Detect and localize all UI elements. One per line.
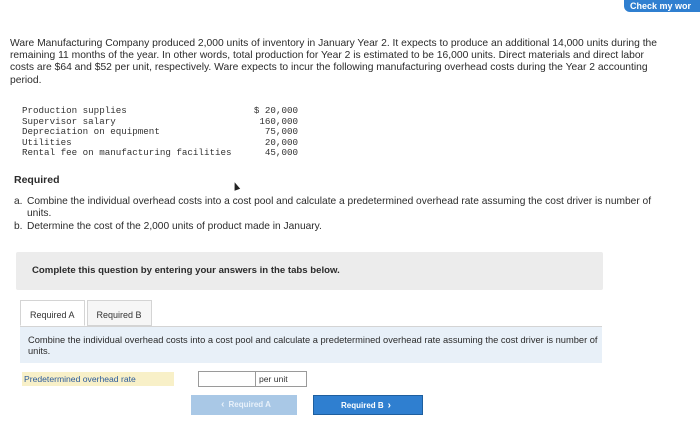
next-required-b-button[interactable] <box>313 395 423 415</box>
problem-intro: Ware Manufacturing Company produced 2,000 units of inventory in January Year 2. It expects to produce an additional 14,000 units during the remaining 11 months of the year. In other words, total production for Year 2 is estimated to be 16,000 units. Direct materials and direct labor costs are $64 and $52 per unit, respectively. Ware expects to incur the following manufacturing overhead costs during the Year 2 accounting period. <box>10 38 658 86</box>
cost-amount: 45,000 <box>264 147 298 159</box>
required-heading: Required <box>14 174 60 186</box>
required-item-letter: b. <box>14 220 23 232</box>
prev-button-label: Required A <box>228 400 271 409</box>
required-item-text: Combine the individual overhead costs into a cost pool and calculate a predetermined overhead rate assuming the cost driver is number of units. <box>27 196 652 219</box>
required-item-text: Determine the cost of the 2,000 units of product made in January. <box>27 220 322 232</box>
tab-required-a[interactable]: Required A <box>20 300 85 326</box>
answer-unit: per unit <box>256 371 307 387</box>
answer-label: Predetermined overhead rate <box>22 372 174 386</box>
check-my-work-button[interactable]: Check my wor <box>624 0 700 12</box>
cost-amount: 20,000 <box>264 136 298 148</box>
cost-amount: $ 20,000 <box>253 105 298 116</box>
banner-text: Complete this question by entering your answers in the tabs below. <box>32 265 340 276</box>
required-item <box>14 196 674 220</box>
cost-label: Rental fee on manufacturing facilities <box>22 147 232 159</box>
tab-instruction: Combine the individual overhead costs into a cost pool and calculate a predetermined overhead rate assuming the cost driver is number of units. <box>20 326 602 363</box>
tab-bar <box>20 300 152 326</box>
cost-amount: 160,000 <box>259 115 298 127</box>
cost-label: Supervisor salary <box>22 115 116 127</box>
required-item <box>14 221 674 233</box>
answer-row <box>22 371 307 387</box>
cost-label: Depreciation on equipment <box>22 126 160 138</box>
tab-required-b[interactable]: Required B <box>87 300 152 326</box>
required-item-letter: a. <box>14 196 23 207</box>
required-list <box>14 196 674 233</box>
prev-required-a-button[interactable] <box>191 395 297 415</box>
overhead-cost-list <box>22 106 298 159</box>
cost-label: Utilities <box>22 136 72 148</box>
cost-amount: 75,000 <box>264 126 298 138</box>
cost-label: Production supplies <box>22 105 127 116</box>
cost-row <box>22 148 298 159</box>
instruction-banner <box>16 252 603 290</box>
mouse-cursor-icon <box>232 181 240 191</box>
cost-row <box>22 106 298 117</box>
chevron-left-icon: ‹ <box>221 399 225 410</box>
next-button-label: Required B <box>340 401 384 410</box>
chevron-right-icon: › <box>387 400 391 411</box>
predetermined-overhead-rate-input[interactable] <box>198 371 256 387</box>
